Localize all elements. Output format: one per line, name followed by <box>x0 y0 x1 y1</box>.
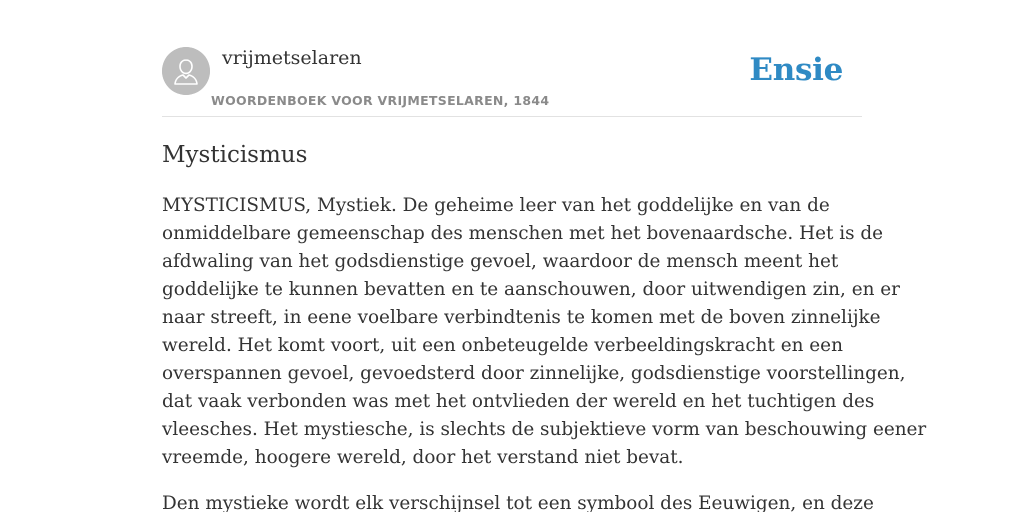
article-header <box>162 47 862 117</box>
paragraph-line: onmiddelbare gemeenschap des menschen met het bovenaardsche. Het is de <box>162 223 884 244</box>
paragraph-line: goddelijke te kunnen bevatten en te aanschouwen, door uitwendigen zin, en er <box>162 279 900 300</box>
author-avatar[interactable] <box>162 47 210 95</box>
article-body <box>162 192 927 512</box>
source-label[interactable]: WOORDENBOEK VOOR VRIJMETSELAREN, 1844 <box>211 93 550 108</box>
paragraph-line: vleesches. Het mystiesche, is slechts de subjektieve vorm van beschouwing eener <box>162 419 927 440</box>
author-link[interactable]: vrijmetselaren <box>222 47 362 69</box>
article-paragraph <box>162 490 882 512</box>
article-paragraph <box>162 192 927 472</box>
paragraph-line: afdwaling van het godsdienstige gevoel, waardoor de mensch meent het <box>162 251 839 272</box>
paragraph-line: naar streeft, in eene voelbare verbindtenis te komen met de boven zinnelijke <box>162 307 881 328</box>
article-title: Mysticismus <box>162 142 308 168</box>
ensie-logo[interactable]: Ensie <box>749 52 843 88</box>
paragraph-line: Den mystieke wordt elk verschijnsel tot een symbool des Eeuwigen, en deze <box>162 493 874 512</box>
paragraph-line: wereld. Het komt voort, uit een onbeteugelde verbeeldingskracht en een <box>162 335 843 356</box>
user-silhouette-icon <box>162 47 210 95</box>
paragraph-line: vreemde, hoogere wereld, door het verstand niet bevat. <box>162 447 684 468</box>
paragraph-line: MYSTICISMUS, Mystiek. De geheime leer van het goddelijke en van de <box>162 195 830 216</box>
paragraph-line: dat vaak verbonden was met het ontvlieden der wereld en het tuchtigen des <box>162 391 875 412</box>
paragraph-line: overspannen gevoel, gevoedsterd door zinnelijke, godsdienstige voorstellingen, <box>162 363 906 384</box>
